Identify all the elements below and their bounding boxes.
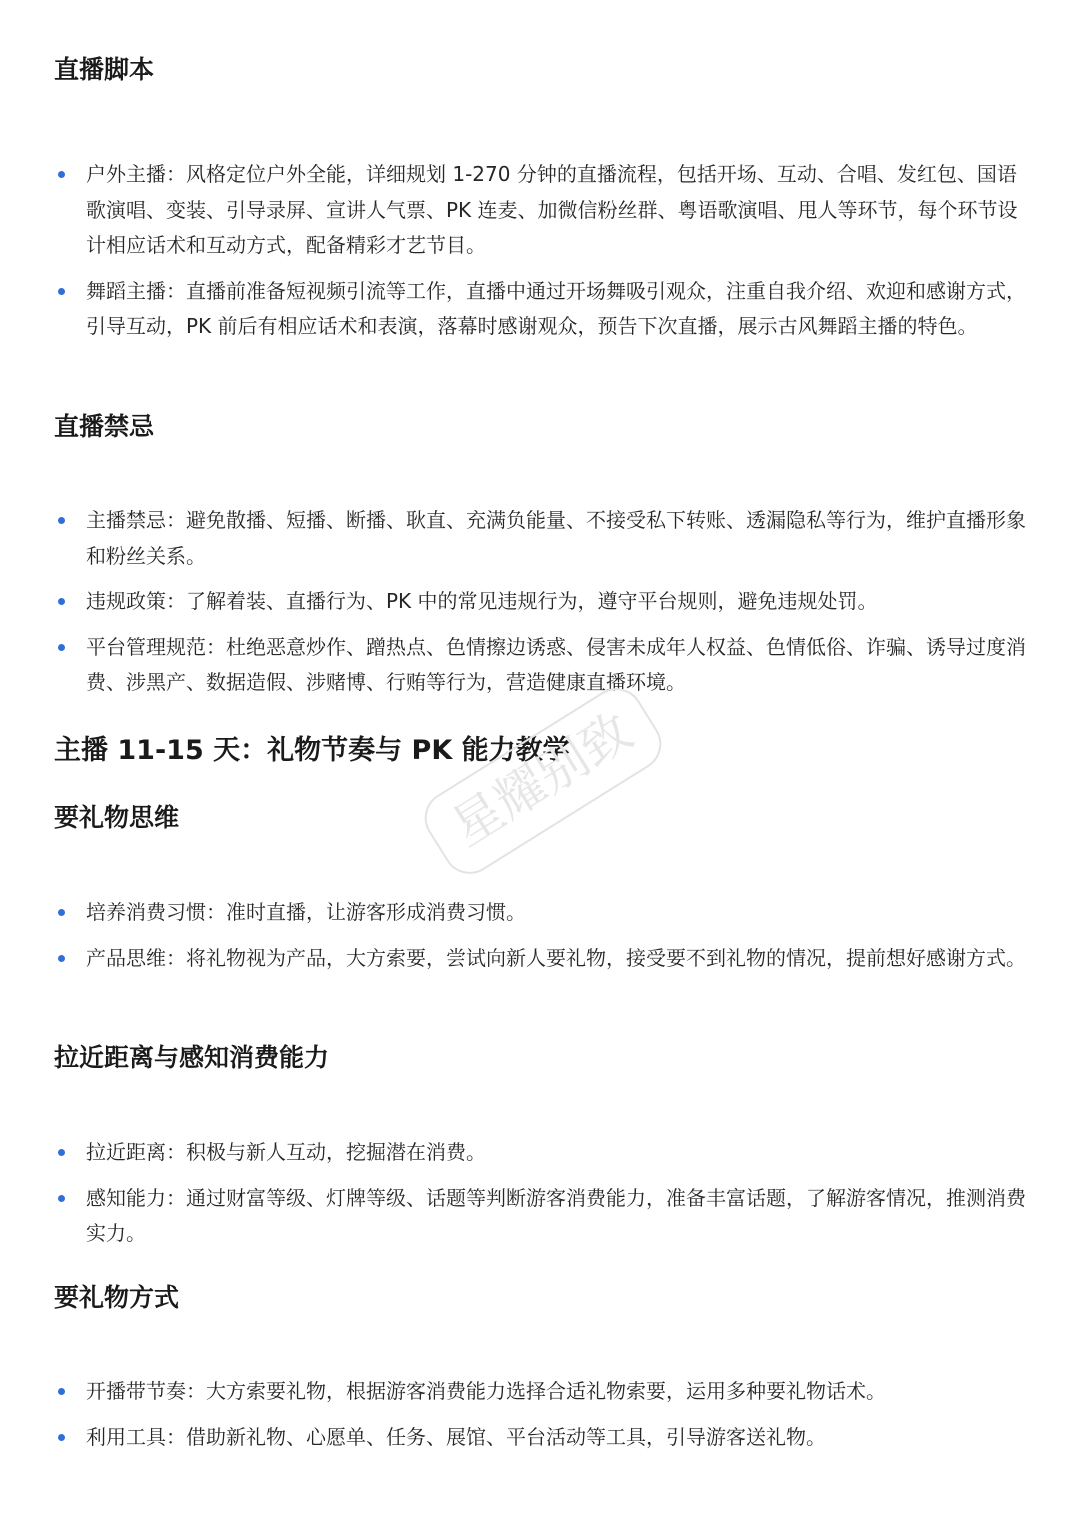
heading-gift-thinking: 要礼物思维 [54,803,180,832]
list-item: 舞蹈主播：直播前准备短视频引流等工作，直播中通过开场舞吸引观众，注重自我介绍、欢迎和感谢方式，引导互动，PK 前后有相应话术和表演，落幕时感谢观众，预告下次直播，展示古风舞蹈主播的特色。 [54,274,1029,345]
list-live-script [54,157,1029,355]
list-item: 违规政策：了解着装、直播行为、PK 中的常见违规行为，遵守平台规则，避免违规处罚。 [54,584,1029,620]
list-item: 产品思维：将礼物视为产品，大方索要，尝试向新人要礼物，接受要不到礼物的情况，提前想好感谢方式。 [54,941,1029,977]
list-closeness [54,1135,1029,1262]
main-section-title: 主播 11-15 天：礼物节奏与 PK 能力教学 [54,735,570,766]
list-item: 培养消费习惯：准时直播，让游客形成消费习惯。 [54,895,1029,931]
list-item: 利用工具：借助新礼物、心愿单、任务、展馆、平台活动等工具，引导游客送礼物。 [54,1420,1029,1456]
list-item: 感知能力：通过财富等级、灯牌等级、话题等判断游客消费能力，准备丰富话题，了解游客情况，推测消费实力。 [54,1181,1029,1252]
heading-live-script: 直播脚本 [54,55,155,84]
heading-live-taboo: 直播禁忌 [54,412,155,441]
list-item: 户外主播：风格定位户外全能，详细规划 1-270 分钟的直播流程，包括开场、互动、合唱、发红包、国语歌演唱、变装、引导录屏、宣讲人气票、PK 连麦、加微信粉丝群、粤语歌演唱、甩人等环节，每个环节设计相应话术和互动方式，配备精彩才艺节目。 [54,157,1029,264]
list-item: 拉近距离：积极与新人互动，挖掘潜在消费。 [54,1135,1029,1171]
list-gift-methods [54,1374,1029,1465]
list-item: 主播禁忌：避免散播、短播、断播、耿直、充满负能量、不接受私下转账、透漏隐私等行为，维护直播形象和粉丝关系。 [54,503,1029,574]
heading-gift-methods: 要礼物方式 [54,1283,180,1312]
list-gift-thinking [54,895,1029,986]
list-item: 平台管理规范：杜绝恶意炒作、蹭热点、色情擦边诱惑、侵害未成年人权益、色情低俗、诈骗、诱导过度消费、涉黑产、数据造假、涉赌博、行贿等行为，营造健康直播环境。 [54,630,1029,701]
heading-closeness: 拉近距离与感知消费能力 [54,1043,330,1072]
watermark-text: 星耀别致 [441,701,643,857]
list-live-taboo [54,503,1029,711]
list-item: 开播带节奏：大方索要礼物，根据游客消费能力选择合适礼物索要，运用多种要礼物话术。 [54,1374,1029,1410]
